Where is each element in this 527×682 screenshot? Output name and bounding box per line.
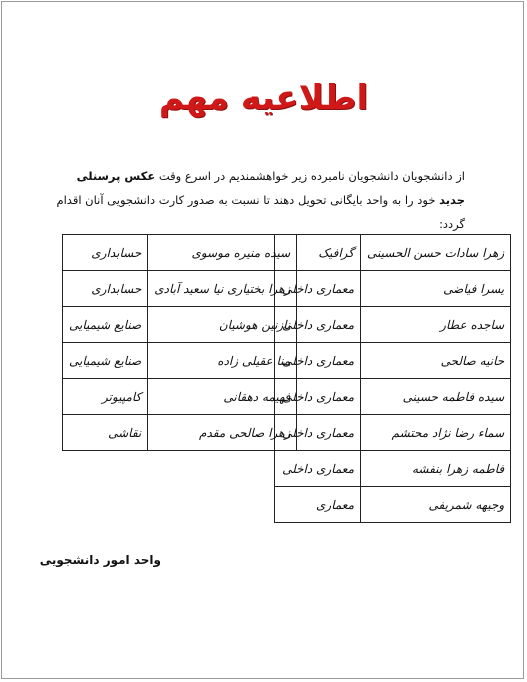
announcement-text xyxy=(55,164,465,236)
table-row xyxy=(275,415,511,451)
students-table-left xyxy=(62,234,297,451)
student-field: معماری داخلی xyxy=(275,415,361,451)
student-field: معماری xyxy=(275,487,361,523)
student-name: سیده فاطمه حسینی xyxy=(361,379,511,415)
student-field: حسابداری xyxy=(63,235,148,271)
student-field: کامپیوتر xyxy=(63,379,148,415)
student-name: زهرا بختیاری نیا سعید آبادی xyxy=(148,271,297,307)
student-name: زهرا سادات حسن الحسینی xyxy=(361,235,511,271)
student-name: وجیهه شمریفی xyxy=(361,487,511,523)
student-name: فاطمه زهرا بنفشه xyxy=(361,451,511,487)
table-row xyxy=(63,307,297,343)
table-row xyxy=(63,235,297,271)
student-name: سماء رضا نژاد محتشم xyxy=(361,415,511,451)
student-field: صنایع شیمیایی xyxy=(63,343,148,379)
table-row xyxy=(275,379,511,415)
table-row xyxy=(275,451,511,487)
announcement-text-part1: از دانشجویان دانشجویان نامبرده زیر خواهشمندیم در اسرع وقت xyxy=(155,169,465,183)
announcement-text-part2: خود را به واحد بایگانی تحویل دهند تا نسبت به صدور کارت دانشجویی آنان اقدام گردد: xyxy=(56,193,465,231)
student-name: سیده منیره موسوی xyxy=(148,235,297,271)
student-field: معماری داخلی xyxy=(275,343,361,379)
student-field: گرافیک xyxy=(275,235,361,271)
table-row xyxy=(275,235,511,271)
table-row xyxy=(63,271,297,307)
table-row xyxy=(63,379,297,415)
table-row xyxy=(275,307,511,343)
page-title: اطلاعیه مهم xyxy=(158,78,369,118)
student-name: حانیه صالحی xyxy=(361,343,511,379)
announcement-text-bold: عکس پرسنلی جدید xyxy=(76,169,465,207)
table-row xyxy=(275,271,511,307)
student-field: معماری داخلی xyxy=(275,451,361,487)
student-name: منا عقیلی زاده xyxy=(148,343,297,379)
student-field: حسابداری xyxy=(63,271,148,307)
table-row xyxy=(63,343,297,379)
student-field: معماری داخلی xyxy=(275,307,361,343)
signature-office: واحد امور دانشجویی xyxy=(39,553,161,567)
student-name: نازنین هوشیان xyxy=(148,307,297,343)
student-field: نقاشی xyxy=(63,415,148,451)
student-name: فهیمه دهقانی xyxy=(148,379,297,415)
student-name: زهرا صالحی مقدم xyxy=(148,415,297,451)
students-table-right xyxy=(274,234,511,523)
table-row xyxy=(275,343,511,379)
student-field: صنایع شیمیایی xyxy=(63,307,148,343)
table-row xyxy=(63,415,297,451)
student-name: ساجده عطار xyxy=(361,307,511,343)
student-field: معماری داخلی xyxy=(275,271,361,307)
student-field: معماری داخلی xyxy=(275,379,361,415)
table-row xyxy=(275,487,511,523)
student-name: یسرا فیاضی xyxy=(361,271,511,307)
